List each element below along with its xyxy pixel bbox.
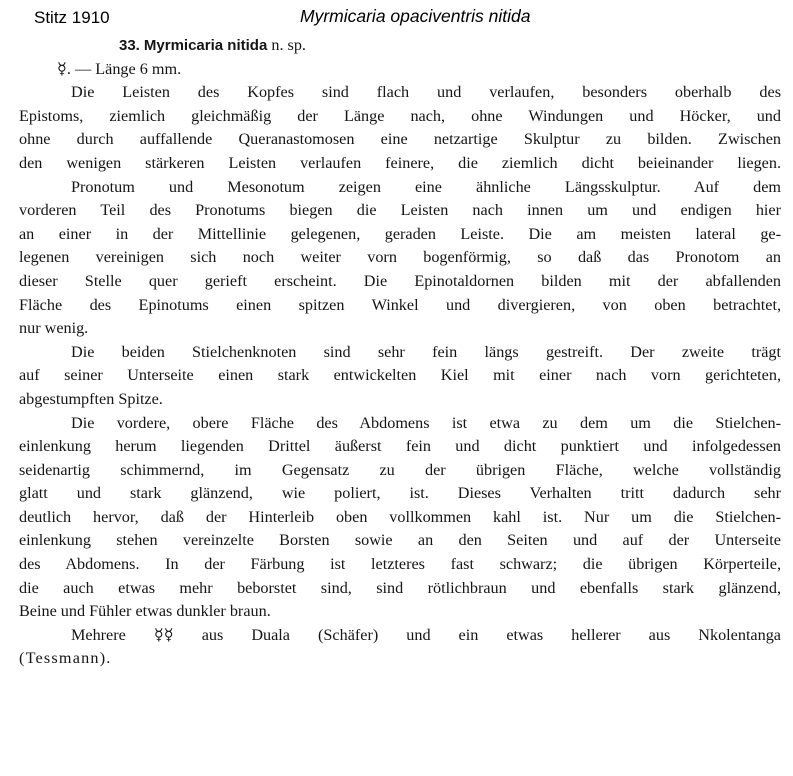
text-line: an einer in der Mittellinie gelegenen, geraden Leiste. Die am meisten lateral ge- — [19, 224, 781, 243]
text-line: legenen vereinigen sich noch weiter vorn bogenförmig, so daß das Pronotom an — [19, 248, 781, 267]
worker-size-line: ☿. — Länge 6 mm. — [57, 59, 182, 78]
text-line: (Tessmann). — [19, 649, 112, 668]
text-line: ohne durch auffallende Queranastomosen eine netzartige Skulptur zu bilden. Zwischen — [19, 130, 781, 149]
description-text — [19, 34, 781, 671]
text-line: seidenartig schimmernd, im Gegensatz zu der übrigen Fläche, welche vollständig — [19, 460, 781, 479]
text-line: Pronotum und Mesonotum zeigen eine ähnliche Längsskulptur. Auf dem — [71, 177, 781, 196]
text-line: des Abdomens. In der Färbung ist letzteres fast schwarz; die übrigen Körperteile, — [19, 555, 781, 574]
text-line: die auch etwas mehr beborstet sind, sind rötlichbraun und ebenfalls stark glänzend, — [19, 578, 781, 597]
heading-name: Myrmicaria nitida — [143, 37, 268, 54]
text-line: einlenkung stehen vereinzelte Borsten sowie an den Seiten und auf der Unterseite — [19, 531, 781, 550]
text-line: glatt und stark glänzend, wie poliert, ist. Dieses Verhalten tritt dadurch sehr — [19, 484, 781, 503]
text-line: vorderen Teil des Pronotums biegen die Leisten nach innen um und endigen hier — [19, 201, 781, 220]
text-line: Mehrere ☿☿ aus Duala (Schäfer) und ein etwas hellerer aus Nkolentanga — [71, 625, 781, 644]
text-line: dieser Stelle quer gerieft erscheint. Die Epinotaldornen bilden mit der abfallenden — [19, 271, 781, 290]
heading-suffix: n. sp. — [271, 36, 306, 54]
text-line: Fläche des Epinotums einen spitzen Winkel und divergieren, von oben betrachtet, — [19, 295, 781, 314]
text-line: nur wenig. — [19, 319, 89, 338]
header-author-year: Stitz 1910 — [34, 8, 110, 27]
text-line: den wenigen stärkeren Leisten verlaufen feinere, die ziemlich dicht beieinander liegen. — [19, 153, 781, 172]
text-line: Beine und Fühler etwas dunkler braun. — [19, 602, 271, 621]
text-line: einlenkung herum liegenden Drittel äußerst fein und dicht punktiert und infolgedessen — [19, 437, 781, 456]
text-line: Epistoms, ziemlich gleichmäßig der Länge nach, ohne Windungen und Höcker, und — [19, 106, 781, 125]
header-species-name: Myrmicaria opaciventris nitida — [300, 6, 531, 26]
text-line: auf seiner Unterseite einen stark entwickelten Kiel mit einer nach vorn gerichteten, — [19, 366, 781, 385]
text-line: Die beiden Stielchenknoten sind sehr fein längs gestreift. Der zweite trägt — [71, 342, 781, 361]
species-heading — [19, 34, 781, 58]
text-line: deutlich hervor, daß der Hinterleib oben vollkommen kahl ist. Nur um die Stielchen- — [19, 507, 781, 526]
text-line: abgestumpften Spitze. — [19, 389, 163, 408]
heading-number: 33. — [119, 37, 140, 54]
text-line: Die vordere, obere Fläche des Abdomens ist etwa zu dem um die Stielchen- — [71, 413, 781, 432]
text-line: Die Leisten des Kopfes sind flach und verlaufen, besonders oberhalb des — [71, 83, 781, 102]
